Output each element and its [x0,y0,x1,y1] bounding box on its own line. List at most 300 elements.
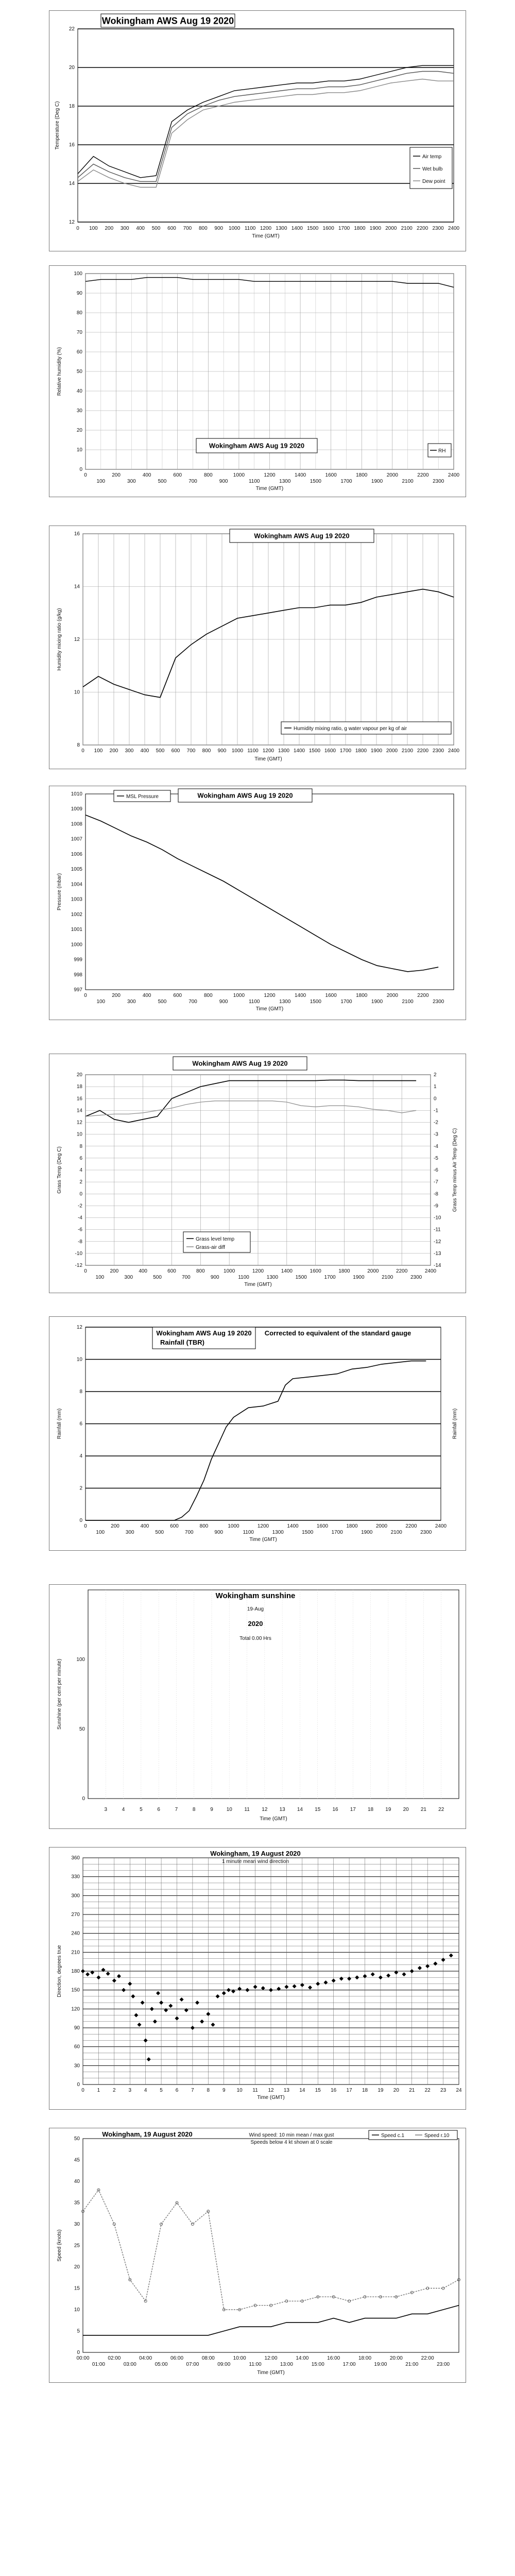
y-tick-label: -4 [78,1215,82,1221]
y2-tick-label: -3 [434,1131,438,1138]
y-tick-label: 0 [77,2350,80,2355]
x-tick-label: 15 [315,2088,321,2093]
x-tick-label: 200 [110,1268,119,1274]
x-tick-label: 900 [214,1530,224,1535]
x-tick-label: 1300 [272,1530,284,1535]
x-tick-label: 1700 [340,479,352,484]
x-tick-label: 17 [346,2088,352,2093]
x-tick-label: 1500 [310,479,321,484]
x-tick-label: 17:00 [342,2362,356,2367]
wind-direction-chart-panel [49,1847,466,2110]
y-tick-label: -2 [78,1203,82,1209]
y-tick-label: 1004 [71,882,82,888]
x-tick-label: 2300 [433,999,444,1005]
y-tick-label: 997 [74,987,82,993]
x-tick-label: 4 [144,2088,147,2093]
x-tick-label: 1300 [276,226,287,231]
x-tick-label: 8 [192,1807,196,1812]
x-tick-label: 600 [167,226,176,231]
chart-title: Wokingham, 19 August 2020 [210,1850,301,1857]
x-tick-label: 13 [283,2088,289,2093]
y-tick-label: 1002 [71,911,82,918]
x-tick-label: 2300 [432,748,444,754]
y2-tick-label: 1 [434,1084,437,1090]
humidity-chart [49,266,466,497]
x-tick-label: 500 [153,1275,162,1280]
x-tick-label: 9 [210,1807,213,1812]
x-tick-label: 21 [420,1807,426,1812]
x-tick-label: 1200 [262,748,274,754]
y-tick-label: 16 [76,1096,82,1102]
x-tick-label: 1800 [338,1268,350,1274]
y-axis-label: Relative humidity (%) [57,347,62,396]
x-axis-label: Time (GMT) [260,1816,287,1822]
y-tick-label: -8 [78,1239,82,1245]
x-tick-label: 1400 [293,748,305,754]
chart-title: Wokingham, 19 August 2020 [102,2130,193,2138]
x-tick-label: 12 [268,2088,274,2093]
y-tick-label: 18 [76,1084,82,1090]
y2-tick-label: -10 [434,1215,441,1221]
y-tick-label: 240 [71,1930,80,1937]
x-tick-label: 2200 [417,226,428,231]
y2-tick-label: -14 [434,1263,441,1268]
wind-direction-point [106,1972,110,1976]
y-tick-label: 14 [74,584,80,590]
wind-direction-point [195,2001,199,2005]
x-tick-label: 1100 [244,226,256,231]
plot-area [83,2139,459,2352]
y-tick-label: 0 [77,2082,80,2088]
x-tick-label: 600 [167,1268,176,1274]
wind-direction-point [96,1975,100,1979]
x-tick-label: 3 [104,1807,108,1812]
pressure-chart [49,786,466,1020]
x-tick-label: 0 [76,226,79,231]
x-tick-label: 1500 [295,1275,307,1280]
wind-direction-point [410,1969,414,1973]
chart-title: Wokingham AWS Aug 19 2020 [254,532,350,540]
x-tick-label: 1400 [294,472,306,478]
x-tick-label: 200 [105,226,114,231]
y-tick-label: 16 [74,531,80,537]
y-tick-label: 1001 [71,927,82,933]
x-tick-label: 1900 [369,226,382,231]
y-tick-label: 15 [74,2285,80,2292]
x-tick-label: 11 [252,2088,258,2093]
x-tick-label: 14:00 [296,2355,309,2361]
y-tick-label: 12 [76,1325,82,1330]
x-tick-label: 22 [438,1807,444,1812]
y-tick-label: 150 [71,1987,80,1993]
x-tick-label: 200 [109,748,118,754]
x-tick-label: 9 [222,2088,226,2093]
x-tick-label: 2100 [402,999,414,1005]
x-tick-label: 100 [89,226,98,231]
x-tick-label: 14 [297,1807,303,1812]
series-line-rainfall [85,1361,426,1520]
x-tick-label: 1400 [294,993,306,998]
x-tick-label: 18:00 [358,2355,372,2361]
x-tick-label: 900 [214,226,224,231]
wind-direction-point [402,1972,406,1976]
x-tick-label: 1400 [291,226,303,231]
chart-subtitle: Wind speed: 10 min mean / max gust [249,2132,334,2138]
y-tick-label: 1009 [71,806,82,812]
wind-direction-point [138,2023,142,2027]
x-tick-label: 2400 [448,748,460,754]
wind-direction-point [117,1974,121,1978]
x-axis-label: Time (GMT) [255,486,284,492]
wind-direction-point [293,1984,297,1988]
legend-label: Dew point [422,179,445,184]
x-tick-label: 1600 [325,472,337,478]
x-tick-label: 0 [81,2088,84,2093]
y-axis-label: Direction, degrees true [57,1945,62,1997]
x-tick-label: 1600 [310,1268,321,1274]
x-tick-label: 200 [111,1523,119,1529]
x-axis-label: Time (GMT) [254,756,282,762]
y-tick-label: 999 [74,957,82,963]
x-tick-label: 1900 [353,1275,365,1280]
x-tick-label: 800 [203,993,213,998]
x-tick-label: 500 [156,748,165,754]
x-tick-label: 300 [125,1530,134,1535]
y-tick-label: 4 [79,1167,82,1173]
y-tick-label: 20 [68,65,75,71]
humidity-chart-panel [49,265,466,497]
x-tick-label: 21:00 [405,2362,419,2367]
x-tick-label: 10 [226,1807,232,1812]
y-tick-label: 270 [71,1912,80,1918]
x-tick-label: 300 [124,1275,133,1280]
y-tick-label: 210 [71,1950,80,1956]
wind-direction-point [418,1966,422,1970]
x-tick-label: 0 [84,993,87,998]
x-tick-label: 100 [95,1275,105,1280]
x-tick-label: 6 [157,1807,160,1812]
series-line-dew-point [78,79,454,188]
x-tick-label: 1600 [325,993,337,998]
wind-direction-point [211,2023,215,2027]
x-tick-label: 1200 [264,993,276,998]
y-tick-label: 100 [74,271,82,277]
x-tick-label: 2200 [396,1268,408,1274]
wind-direction-chart [49,1848,466,2109]
y-tick-label: 1008 [71,821,82,827]
y-tick-label: 5 [77,2328,80,2334]
y-tick-label: 30 [74,2222,80,2227]
pressure-chart-panel [49,786,466,1020]
x-tick-label: 10:00 [233,2355,246,2361]
x-axis-label: Time (GMT) [255,1006,284,1012]
x-tick-label: 200 [112,993,121,998]
rainfall-chart [49,1317,466,1550]
legend-label: Speed c.1 [381,2133,405,2139]
wind-direction-point [156,1991,160,1995]
x-tick-label: 1200 [252,1268,264,1274]
x-tick-label: 2000 [385,226,397,231]
series-line-msl-pressure [85,815,438,972]
wind-direction-point [441,1958,445,1962]
y-tick-label: 50 [76,369,82,375]
x-tick-label: 2000 [386,748,398,754]
wind-direction-point [300,1983,304,1987]
y-tick-label: 0 [79,467,82,472]
x-tick-label: 2200 [405,1523,417,1529]
y-axis-label: Rainfall (mm) [57,1408,62,1439]
x-tick-label: 400 [139,1268,148,1274]
x-tick-label: 100 [96,999,106,1005]
x-tick-label: 0 [84,1523,87,1529]
x-tick-label: 700 [183,226,192,231]
x-tick-label: 0 [84,1268,87,1274]
y-tick-label: 1003 [71,896,82,903]
y2-tick-label: -4 [434,1143,438,1149]
y-tick-label: 8 [79,1143,82,1149]
x-tick-label: 700 [184,1530,194,1535]
legend-label: RH [438,448,446,454]
y-tick-label: 0 [82,1796,85,1802]
wind-direction-point [122,1988,126,1992]
wind-direction-point [316,1981,320,1986]
x-tick-label: 1300 [278,748,290,754]
x-tick-label: 2000 [386,472,398,478]
y-tick-label: 12 [76,1120,82,1126]
x-tick-label: 2000 [375,1523,388,1529]
y-tick-label: 100 [76,1657,85,1663]
x-tick-label: 7 [191,2088,194,2093]
series-line-wet-bulb [78,72,454,182]
legend-label: Grass-air diff [196,1245,226,1250]
y2-tick-label: -6 [434,1167,438,1173]
y-tick-label: 35 [74,2200,80,2206]
wind-direction-point [379,1975,383,1979]
x-tick-label: 22:00 [421,2355,434,2361]
x-tick-label: 1200 [264,472,276,478]
x-tick-label: 300 [125,748,134,754]
x-tick-label: 700 [188,999,197,1005]
y-tick-label: 45 [74,2157,80,2163]
y-tick-label: 14 [76,1108,82,1114]
x-tick-label: 1000 [233,993,245,998]
wind-direction-point [253,1985,258,1989]
x-tick-label: 2100 [390,1530,402,1535]
wind-direction-point [131,1994,135,1998]
chart-title: Wokingham AWS Aug 19 2020 [101,15,234,26]
wind-direction-point [85,1972,90,1976]
x-tick-label: 600 [170,1523,179,1529]
wind-direction-point [153,2020,157,2024]
x-tick-label: 200 [112,472,121,478]
x-tick-label: 1000 [224,1268,235,1274]
y2-tick-label: -11 [434,1227,441,1233]
x-tick-label: 07:00 [186,2362,199,2367]
x-tick-label: 800 [199,1523,209,1529]
temperature-chart-panel [49,10,466,251]
x-tick-label: 1200 [260,226,272,231]
y-tick-label: 50 [74,2136,80,2142]
x-tick-label: 2400 [424,1268,437,1274]
wind-direction-point [168,2004,173,2008]
wind-direction-point [425,1964,430,1968]
y-tick-label: 1010 [71,791,82,797]
y-tick-label: 40 [74,2179,80,2184]
chart-title: Wokingham AWS Aug 19 2020 [209,442,305,450]
x-tick-label: 1800 [355,748,367,754]
y-axis-label: Speed (knots) [57,2229,62,2262]
x-tick-label: 1900 [371,999,383,1005]
x-tick-label: 1500 [308,748,321,754]
y-tick-label: 90 [76,291,82,296]
x-tick-label: 100 [94,748,103,754]
y-tick-label: 40 [76,388,82,394]
y2-tick-label: -9 [434,1203,438,1209]
y-tick-label: 12 [68,219,75,225]
wind-direction-point [159,2001,163,2005]
wind-direction-point [81,1969,85,1973]
x-tick-label: 1700 [340,999,352,1005]
wind-direction-point [433,1961,437,1965]
x-tick-label: 24 [456,2088,462,2093]
series-line-speed-mean [83,2306,459,2335]
y-tick-label: 0 [79,1191,82,1197]
x-tick-label: 500 [151,226,161,231]
x-tick-label: 1000 [229,226,241,231]
x-tick-label: 11 [244,1807,250,1812]
y-tick-label: 1006 [71,851,82,857]
x-tick-label: 700 [186,748,196,754]
y-tick-label: 10 [74,2307,80,2313]
y2-tick-label: -1 [434,1108,438,1114]
chart-subtitle-2: Speeds below 4 kt shown at 0 scale [250,2140,333,2145]
x-tick-label: 1500 [307,226,319,231]
x-tick-label: 1800 [346,1523,358,1529]
x-tick-label: 19 [377,2088,384,2093]
x-tick-label: 1700 [339,748,352,754]
x-tick-label: 2200 [417,993,429,998]
x-tick-label: 20:00 [389,2355,403,2361]
wind-direction-point [269,1988,273,1992]
x-tick-label: 00:00 [76,2355,90,2361]
wind-direction-point [150,2007,154,2011]
x-tick-label: 600 [173,472,182,478]
x-tick-label: 1500 [310,999,321,1005]
x-tick-label: 1100 [243,1530,254,1535]
y2-tick-label: -8 [434,1191,438,1197]
x-tick-label: 300 [127,479,136,484]
wind-direction-point [175,2016,179,2021]
y-tick-label: 10 [76,1131,82,1138]
x-tick-label: 1100 [248,479,260,484]
y-tick-label: 25 [74,2243,80,2249]
y-tick-label: 8 [77,742,80,748]
x-tick-label: 300 [120,226,129,231]
chart-date: 19-Aug [247,1606,264,1612]
x-tick-label: 900 [217,748,227,754]
y-tick-label: -12 [75,1263,82,1268]
y-tick-label: 14 [68,181,75,187]
y-tick-label: 2 [79,1485,82,1492]
x-tick-label: 1400 [287,1523,299,1529]
x-tick-label: 500 [155,1530,164,1535]
chart-year: 2020 [248,1620,263,1628]
y-tick-label: 360 [71,1855,80,1861]
y2-axis-label: Grass Temp minus Air Temp (Deg C) [452,1128,458,1212]
x-tick-label: 2 [113,2088,116,2093]
x-tick-label: 20 [403,1807,409,1812]
x-tick-label: 900 [210,1275,219,1280]
x-tick-label: 7 [175,1807,178,1812]
x-tick-label: 1300 [279,999,291,1005]
x-tick-label: 1700 [338,226,350,231]
x-tick-label: 2300 [432,226,444,231]
x-tick-label: 1900 [370,748,383,754]
x-tick-label: 5 [160,2088,163,2093]
y-tick-label: -10 [75,1250,82,1257]
x-axis-label: Time (GMT) [252,233,280,239]
y2-tick-label: -12 [434,1239,441,1245]
y2-tick-label: -5 [434,1155,438,1161]
y-tick-label: 1000 [71,942,82,948]
wind-direction-point [261,1986,265,1990]
x-axis-label: Time (GMT) [244,1282,272,1287]
wind-direction-point [147,2057,151,2061]
x-tick-label: 1400 [281,1268,293,1274]
x-tick-label: 500 [158,479,167,484]
x-tick-label: 600 [173,993,182,998]
y-tick-label: 50 [79,1726,85,1732]
wind-direction-point [347,1977,351,1981]
x-tick-label: 1100 [247,748,259,754]
x-tick-label: 800 [203,472,213,478]
wind-direction-point [180,1997,184,2002]
wind-direction-point [216,1994,220,1998]
x-tick-label: 1100 [238,1275,249,1280]
wind-direction-point [308,1986,312,1990]
legend-label: Wet bulb [422,166,443,172]
chart-total: Total 0.00 Hrs [239,1636,271,1641]
y-tick-label: 12 [74,637,80,642]
y-tick-label: 10 [76,447,82,453]
x-tick-label: 23 [440,2088,447,2093]
x-tick-label: 20 [393,2088,399,2093]
gust-point [144,2300,147,2302]
x-tick-label: 100 [96,479,106,484]
x-tick-label: 05:00 [154,2362,168,2367]
y-tick-label: 0 [79,1518,82,1523]
wind-direction-point [339,1977,344,1981]
chart-title: Wokingham sunshine [215,1591,296,1600]
wind-direction-point [144,2038,148,2042]
y2-tick-label: 0 [434,1096,437,1102]
wind-direction-point [141,2001,145,2005]
y-axis-label: Humidity mixing ratio (g/kg) [57,608,62,671]
x-tick-label: 14 [299,2088,305,2093]
wind-direction-point [134,2013,138,2018]
chart-title: Wokingham AWS Aug 19 2020 [197,791,293,800]
legend-label: MSL Pressure [126,794,159,800]
legend-label: Humidity mixing ratio, g water vapour per kg of air [294,726,407,732]
x-tick-label: 1700 [331,1530,343,1535]
y2-tick-label: 2 [434,1072,437,1078]
x-tick-label: 700 [188,479,197,484]
y2-tick-label: -13 [434,1250,441,1257]
x-tick-label: 1000 [233,472,245,478]
x-tick-label: 1700 [324,1275,336,1280]
x-tick-label: 02:00 [108,2355,121,2361]
y-tick-label: 10 [76,1357,82,1363]
